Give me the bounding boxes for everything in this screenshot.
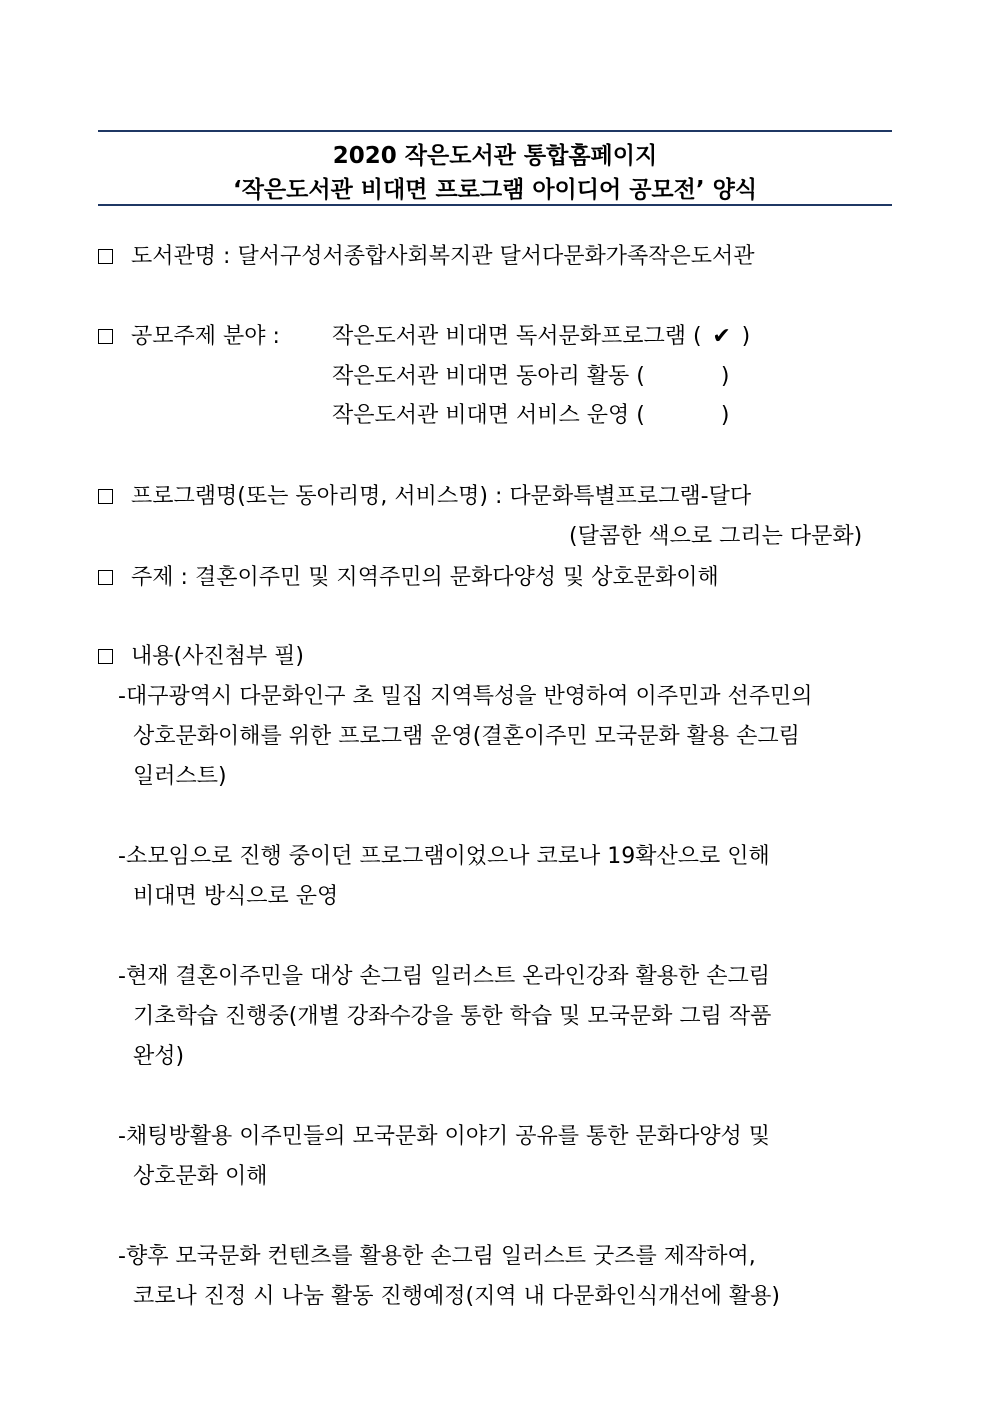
checkbox-icon (98, 570, 113, 585)
field-option-3 (332, 401, 729, 431)
theme-separator: : (180, 565, 188, 590)
content-paragraph-1-line-2: 상호문화이해를 위한 프로그램 운영(결혼이주민 모국문화 활용 손그림 (133, 724, 800, 749)
field-option-1 (332, 322, 750, 352)
program-value: 다문화특별프로그램-달다 (509, 484, 752, 509)
field-option-1-text: 작은도서관 비대면 독서문화프로그램 (332, 324, 687, 349)
close-paren: ) (741, 324, 751, 349)
theme-row (98, 563, 719, 593)
field-row (98, 322, 280, 352)
library-value: 달서구성서종합사회복지관 달서다문화가족작은도서관 (237, 244, 755, 269)
content-paragraph-5-line-1: -향후 모국문화 컨텐츠를 활용한 손그림 일러스트 굿즈를 제작하여, (118, 1244, 756, 1269)
checkbox-icon (98, 489, 113, 504)
theme-value: 결혼이주민 및 지역주민의 문화다양성 및 상호문화이해 (194, 565, 719, 590)
content-paragraph-4-line-1: -채팅방활용 이주민들의 모국문화 이야기 공유를 통한 문화다양성 및 (118, 1124, 770, 1149)
check-mark-icon: ✔ (712, 324, 731, 349)
content-paragraph-2-line-1: -소모임으로 진행 중이던 프로그램이었으나 코로나 19확산으로 인해 (118, 844, 770, 869)
program-separator: : (494, 484, 503, 509)
content-paragraph-2-line-2: 비대면 방식으로 운영 (133, 884, 339, 909)
field-separator: : (272, 324, 280, 349)
checkbox-icon (98, 329, 113, 344)
field-option-2 (332, 362, 729, 392)
close-paren: ) (720, 403, 730, 428)
content-paragraph-4-line-2: 상호문화 이해 (133, 1164, 268, 1189)
content-label: 내용(사진첨부 필) (131, 644, 304, 669)
content-paragraph-3-line-3: 완성) (133, 1044, 185, 1069)
checkbox-icon (98, 649, 113, 664)
content-paragraph-5-line-2: 코로나 진정 시 나눔 활동 진행예정(지역 내 다문화인식개선에 활용) (133, 1284, 780, 1309)
close-paren: ) (720, 364, 730, 389)
program-label: 프로그램명(또는 동아리명, 서비스명) (131, 484, 488, 509)
program-name-row (98, 482, 751, 512)
library-separator: : (223, 244, 231, 269)
open-paren: ( (693, 324, 702, 349)
checkbox-icon (98, 249, 113, 264)
title-line-1: 2020 작은도서관 통합홈페이지 (332, 143, 658, 169)
open-paren: ( (636, 403, 645, 428)
form-title-block (98, 130, 892, 206)
theme-label: 주제 (131, 565, 174, 590)
library-label: 도서관명 (131, 244, 217, 269)
content-heading (98, 642, 304, 672)
title-line-2: ‘작은도서관 비대면 프로그램 아이디어 공모전’ 양식 (232, 177, 758, 203)
program-subtitle: (달콤한 색으로 그리는 다문화) (569, 524, 863, 549)
field-option-2-text: 작은도서관 비대면 동아리 활동 (332, 364, 630, 389)
field-label: 공모주제 분야 (131, 324, 266, 349)
field-option-3-text: 작은도서관 비대면 서비스 운영 (332, 403, 630, 428)
content-paragraph-1-line-3: 일러스트) (133, 764, 227, 789)
library-name-row (98, 242, 754, 272)
content-paragraph-3-line-1: -현재 결혼이주민을 대상 손그림 일러스트 온라인강좌 활용한 손그림 (118, 964, 770, 989)
content-paragraph-3-line-2: 기초학습 진행중(개별 강좌수강을 통한 학습 및 모국문화 그림 작품 (133, 1004, 772, 1029)
open-paren: ( (636, 364, 645, 389)
content-paragraph-1-line-1: -대구광역시 다문화인구 초 밀집 지역특성을 반영하여 이주민과 선주민의 (118, 684, 813, 709)
